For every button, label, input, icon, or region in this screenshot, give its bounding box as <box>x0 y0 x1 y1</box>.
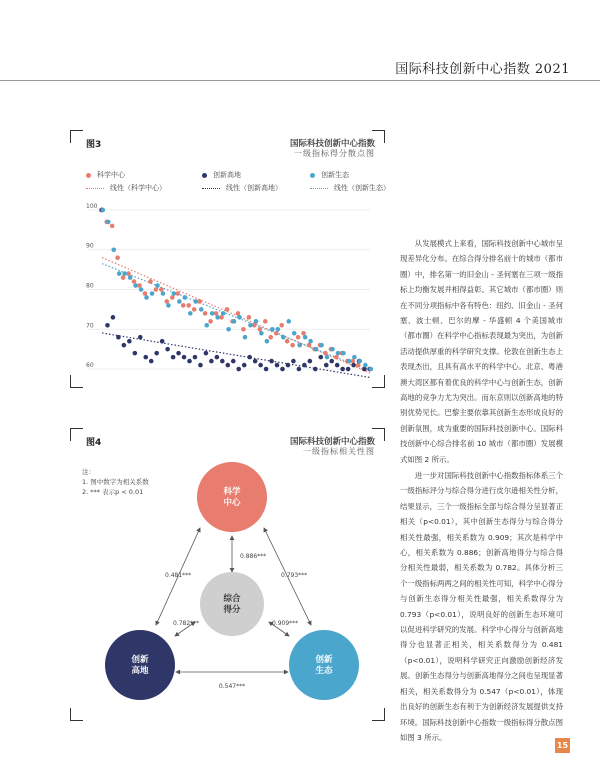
note-title: 注： <box>82 468 95 476</box>
note-line: 2. *** 表示p < 0.01 <box>82 488 144 496</box>
y-tick-label: 100 <box>86 202 98 210</box>
coef-high-eco: 0.547*** <box>218 683 246 690</box>
node-label: 科学中心 <box>223 487 241 508</box>
coef-high-total: 0.782*** <box>173 620 200 627</box>
node-science-center <box>197 462 267 532</box>
figure-4-subtitle: 一级指标相关性图 <box>303 447 375 456</box>
coef-sci-eco: 0.793*** <box>281 572 308 579</box>
page-number: 15 <box>555 738 570 753</box>
y-tick-label: 60 <box>86 362 94 370</box>
node-label: 创新生态 <box>315 655 333 676</box>
legend-label: 创新生态 <box>321 171 349 179</box>
header-title: 国际科技创新中心指数 2021 <box>395 62 570 77</box>
y-tick-label: 70 <box>86 322 94 330</box>
node-label: 创新高地 <box>131 655 149 676</box>
figure-3-label: 图3 <box>86 140 102 150</box>
coef-sci-total: 0.886*** <box>240 553 267 560</box>
node-innovation-highland <box>105 630 175 700</box>
legend-label: 线性（创新生态） <box>334 184 390 192</box>
note-line: 1. 图中数字为相关系数 <box>82 478 149 486</box>
legend-label: 科学中心 <box>97 171 125 179</box>
paragraph-development-mode: 从发展模式上来看，国际科技创新中心城市呈现差异化分布。在综合得分排名前十的城市（都市圈）中，排名第一的旧金山 - 圣何塞在三项一级指标上均衡发展并相得益彰。其它城市（都市圈）则在不同分项指标中各有特色：纽约、旧金山 - 圣何塞、波士顿、巴尔的摩 - 华盛顿 4 个美国城市（都市圈）在科学中心指标表现最为突出，为创新活动提供厚重的科学研究支撑。伦敦在创新生态上表现杰出，且具有高水平的科学中心。北京、粤港澳大湾区都有着优良的科学中心与创新生态，创新高地的竞争力尤为突出。而东京则以创新高地的特别优势见长。巴黎主要依靠其创新生态形成良好的创新氛围，成为重要的国际科技创新中心。国际科技创新中心综合排名前 10 城市（都市圈）发展模式如图 2 所示。 <box>400 239 563 464</box>
figure-4-title: 国际科技创新中心指数 <box>289 437 375 447</box>
node-label: 综合得分 <box>223 594 241 615</box>
legend-label: 线性（科学中心） <box>110 184 166 192</box>
figure-3-subtitle: 一级指标得分散点图 <box>294 149 375 158</box>
y-tick-label: 90 <box>86 242 94 250</box>
paragraph-correlation-analysis: 进一步对国际科技创新中心指数指标体系三个一级指标评分与综合得分进行皮尔逊相关性分析，结果显示，三个一级指标全部与综合得分呈显著正相关（p<0.01），其中创新生态得分与综合得分相关性最强，相关系数为 0.909；其次是科学中心，相关系数为 0.886；创新高地得分与综合得分相关性最弱，相关系数为 0.782。具体分析三个一级指标两两之间的相关性可知，科学中心得分与创新生态得分相关性最强，相关系数得分为 0.793（p<0.01），说明良好的创新生态环境可以促进科学研究的发展。科学中心得分与创新高地得分也显著正相关，相关系数得分为 0.481（p<0.01），说明科学研究正向激励创新经济发展。创新生态得分与创新高地得分之间也呈现显著相关，相关系数得分为 0.547（p<0.01），体现出良好的创新生态有利于为创新经济发展提供支持环境。国际科技创新中心指数一级指标得分散点图如图 3 所示。 <box>400 471 563 742</box>
legend-label: 创新高地 <box>213 171 241 179</box>
coef-eco-total: 0.909*** <box>272 620 299 627</box>
legend-label: 线性（创新高地） <box>226 184 282 192</box>
node-total-score <box>200 572 264 636</box>
figure-3-title: 国际科技创新中心指数 <box>289 139 375 149</box>
figure-4-label: 图4 <box>86 438 102 448</box>
y-tick-label: 80 <box>86 282 94 290</box>
node-innovation-ecology <box>289 630 359 700</box>
coef-sci-high: 0.481*** <box>165 572 192 579</box>
